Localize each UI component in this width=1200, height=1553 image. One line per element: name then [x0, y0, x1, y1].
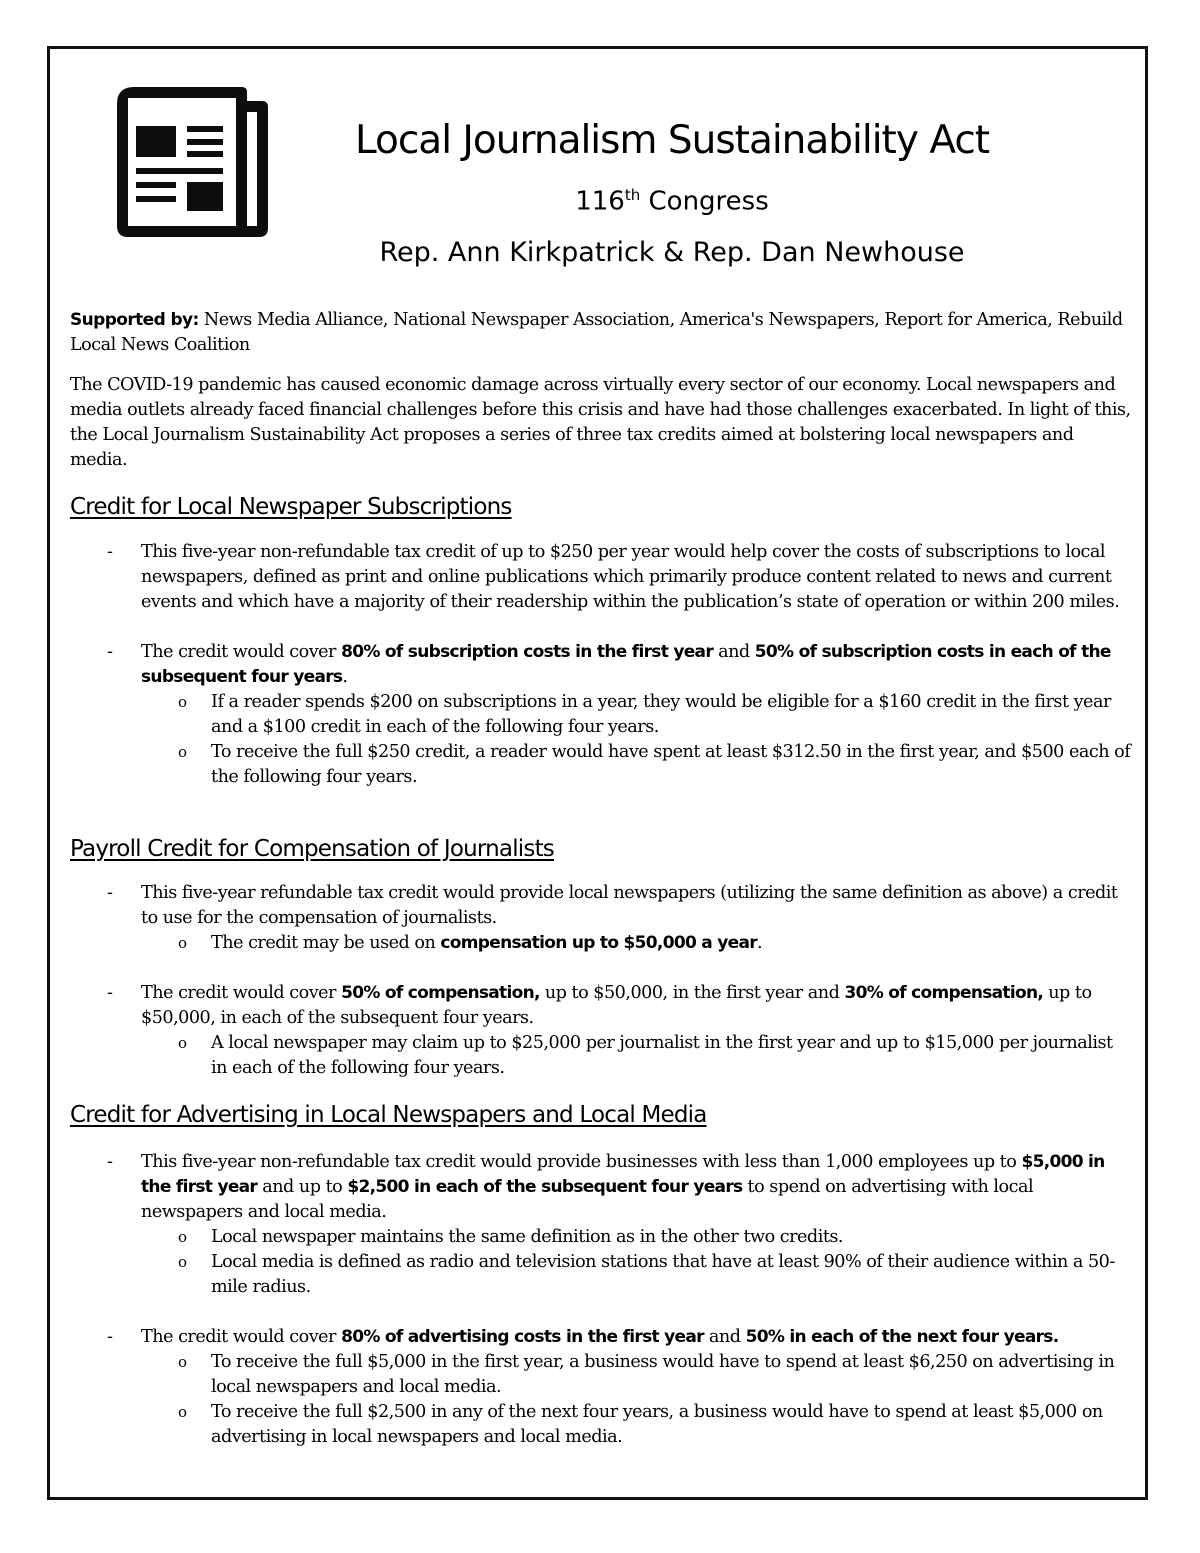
bullet-text: This five-year non-refundable tax credit would provide businesses with less than 1,000 employees up to	[141, 1152, 1022, 1172]
sub-bullet-text: To receive the full $5,000 in the first year, a business would have to spend at least $6,250 on advertising in local newspapers and local media.	[211, 1352, 1115, 1397]
sub-bullet-text: Local newspaper maintains the same definition as in the other two credits.	[211, 1227, 844, 1247]
bullet-text: This five-year non-refundable tax credit of up to $250 per year would help cover the costs of subscriptions to local newspapers, defined as print and online publications which primarily produce content related to news and current events and which have a majority of their readership within the publication’s state of operation or within 200 miles.	[141, 542, 1120, 612]
congress-suffix: th	[624, 186, 641, 204]
bold-text: 80% of subscription costs in the first year	[341, 642, 714, 662]
sub-list-item	[70, 690, 1132, 740]
circle-marker: o	[178, 1403, 187, 1421]
bullet-text: This five-year refundable tax credit would provide local newspapers (utilizing the same definition as above) a credit to use for the compensation of journalists.	[141, 883, 1118, 928]
bullet-text: The credit would cover	[141, 642, 342, 662]
list-item	[70, 1150, 1132, 1225]
document-title: Local Journalism Sustainability Act	[354, 118, 990, 163]
sub-bullet-text: The credit may be used on	[211, 933, 441, 953]
supported-text: News Media Alliance, National Newspaper Association, America's Newspapers, Report for America, Rebuild Local News Coalition	[70, 310, 1123, 355]
supported-label: Supported by:	[70, 310, 199, 330]
dash-marker: -	[107, 983, 113, 1003]
sub-bullet-text: Local media is defined as radio and television stations that have at least 90% of their audience within a 50-mile radius.	[211, 1252, 1115, 1297]
bullet-text: The credit would cover	[141, 1327, 342, 1347]
dash-marker: -	[107, 883, 113, 903]
circle-marker: o	[178, 1034, 187, 1052]
circle-marker: o	[178, 1353, 187, 1371]
circle-marker: o	[178, 743, 187, 761]
bold-text: 50% of compensation,	[341, 983, 540, 1003]
bullet-text: up to $50,000, in each of the subsequent four years.	[141, 983, 1092, 1028]
congress-word: Congress	[648, 186, 769, 217]
section-body-subscriptions	[70, 540, 1132, 790]
list-item	[70, 881, 1132, 931]
intro-paragraph: The COVID-19 pandemic has caused economic damage across virtually every sector of our economy. Local newspapers and media outlets already faced financial challenges before this crisis and have had those challenges exacerbated. In light of this, the Local Journalism Sustainability Act proposes a series of three tax credits aimed at bolstering local newspapers and media.	[70, 375, 1131, 470]
bullet-text: The credit would cover	[141, 983, 342, 1003]
bold-text: $5,000 in the first year	[141, 1152, 1105, 1197]
sub-list-item	[70, 740, 1132, 790]
sub-bullet-text: .	[756, 933, 763, 953]
sub-list-item	[70, 1350, 1132, 1400]
sub-bullet-text: To receive the full $250 credit, a reader would have spent at least $312.50 in the first year, and $500 each of the following four years.	[211, 742, 1131, 787]
sub-list-item	[70, 1400, 1132, 1450]
sub-bullet-text: To receive the full $2,500 in any of the next four years, a business would have to spend at least $5,000 on advertising in local newspapers and local media.	[211, 1402, 1103, 1447]
sub-bullet-text: A local newspaper may claim up to $25,000 per journalist in the first year and up to $15,000 per journalist in each of the following four years.	[211, 1033, 1113, 1078]
bullet-text: and	[703, 1327, 746, 1347]
supported-by	[70, 308, 1132, 358]
circle-marker: o	[178, 934, 187, 952]
section-heading-advertising: Credit for Advertising in Local Newspapers and Local Media	[70, 1102, 707, 1128]
circle-marker: o	[178, 693, 187, 711]
sub-list-item	[70, 1031, 1132, 1081]
list-item	[70, 540, 1132, 615]
dash-marker: -	[107, 642, 113, 662]
sub-list-item	[70, 931, 1132, 956]
sponsors-line: Rep. Ann Kirkpatrick & Rep. Dan Newhouse	[379, 237, 965, 268]
circle-marker: o	[178, 1228, 187, 1246]
bullet-text: up to $50,000, in the first year and	[539, 983, 845, 1003]
dash-marker: -	[107, 1327, 113, 1347]
bold-text: 50% in each of the next four years.	[745, 1327, 1059, 1347]
list-item	[70, 1325, 1132, 1350]
list-item	[70, 981, 1132, 1031]
bullet-text: .	[342, 667, 348, 687]
dash-marker: -	[107, 1152, 113, 1172]
sub-list-item	[70, 1225, 1132, 1250]
section-heading-payroll: Payroll Credit for Compensation of Journalists	[70, 836, 554, 862]
circle-marker: o	[178, 1253, 187, 1271]
section-body-payroll	[70, 881, 1132, 1081]
bullet-text: to spend on advertising with local newspapers and local media.	[141, 1177, 1034, 1222]
congress-number: 116	[575, 186, 625, 217]
bold-text: compensation up to $50,000 a year	[440, 933, 757, 953]
bold-text: 50% of subscription costs in each of the subsequent four years	[141, 642, 1111, 687]
section-body-advertising	[70, 1150, 1132, 1450]
bullet-text: and	[713, 642, 755, 662]
bold-text: $2,500 in each of the subsequent four years	[347, 1177, 743, 1197]
sub-list-item	[70, 1250, 1132, 1300]
list-item	[70, 640, 1132, 690]
congress-line	[0, 186, 1200, 217]
section-heading-subscriptions: Credit for Local Newspaper Subscriptions	[70, 494, 512, 520]
bullet-text: and up to	[257, 1177, 348, 1197]
bold-text: 80% of advertising costs in the first year	[341, 1327, 704, 1347]
bold-text: 30% of compensation,	[844, 983, 1044, 1003]
dash-marker: -	[107, 542, 113, 562]
sub-bullet-text: If a reader spends $200 on subscriptions in a year, they would be eligible for a $160 credit in the first year and a $100 credit in each of the following four years.	[211, 692, 1111, 737]
